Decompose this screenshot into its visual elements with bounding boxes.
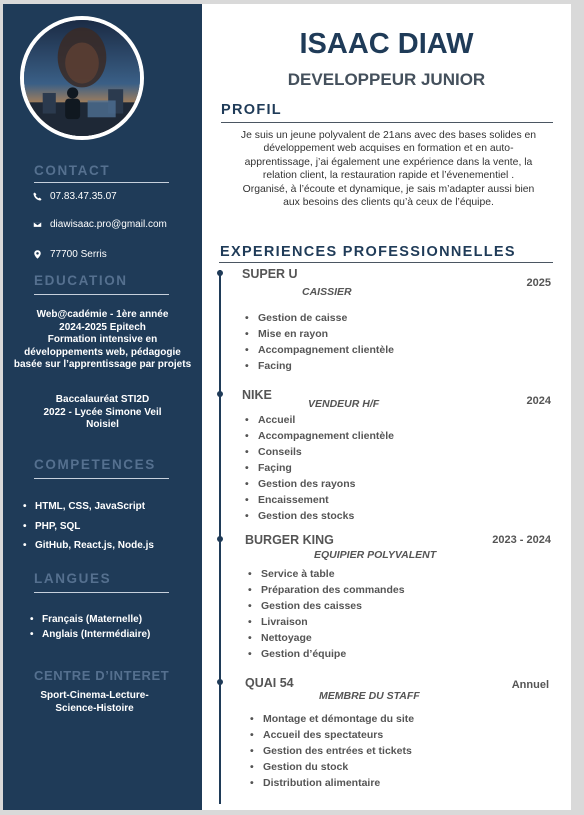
- task-item: • Mise en rayon: [245, 326, 394, 342]
- job-period: 2023 - 2024: [492, 534, 551, 546]
- task-item: • Nettoyage: [248, 630, 405, 646]
- interests-heading: CENTRE D’INTERET: [34, 668, 170, 683]
- profile-line: relation client, la restauration rapide et l’évenementiel .: [262, 170, 515, 182]
- education-line: Noisiel: [86, 419, 119, 430]
- skill-item: • GitHub, React.js, Node.js: [23, 536, 154, 556]
- position-title: MEMBRE DU STAFF: [319, 690, 420, 702]
- timeline-dot: [217, 536, 223, 542]
- interests-line: Sport-Cinema-Lecture-: [40, 690, 149, 701]
- skill-item: • PHP, SQL: [23, 517, 154, 537]
- task-item: • Accompagnement clientèle: [245, 342, 394, 358]
- skills-list: [23, 497, 154, 556]
- task-item: • Facing: [245, 358, 394, 374]
- company-name: SUPER U: [242, 267, 298, 281]
- task-item: • Montage et démontage du site: [250, 711, 414, 727]
- education-divider: [34, 294, 169, 295]
- profile-line: apprentissage, j’ai également une expérience dans la vente, la: [244, 156, 533, 168]
- task-item: • Façing: [245, 460, 394, 476]
- contact-phone: [33, 191, 117, 202]
- task-item: • Préparation des commandes: [248, 582, 405, 598]
- profile-line: Organisé, à l’écoute et dynamique, je sais m’adapter aussi bien: [242, 183, 535, 195]
- experience-heading: EXPERIENCES PROFESSIONNELLES: [220, 244, 516, 260]
- task-item: • Gestion de caisse: [245, 310, 394, 326]
- job-tasks: [248, 566, 405, 662]
- education-block-webacademie: [3, 309, 202, 372]
- position-title: CAISSIER: [302, 286, 352, 298]
- position-title: VENDEUR H/F: [308, 398, 380, 410]
- job-period: Annuel: [511, 679, 549, 691]
- skills-divider: [34, 478, 169, 479]
- position-title: EQUIPIER POLYVALENT: [314, 549, 437, 561]
- candidate-name: ISAAC DIAW: [299, 28, 474, 60]
- experience-divider: [219, 262, 553, 263]
- portrait-photo-icon: [24, 20, 140, 136]
- education-line: 2024-2025 Epitech: [59, 321, 146, 333]
- task-item: • Accompagnement clientèle: [245, 428, 394, 444]
- skill-item: • HTML, CSS, JavaScript: [23, 497, 154, 517]
- education-line: basée sur l’apprentissage par projets: [13, 359, 192, 370]
- task-item: • Service à table: [248, 566, 405, 582]
- timeline-dot: [217, 391, 223, 397]
- education-heading: EDUCATION: [34, 273, 128, 288]
- education-line: 2022 - Lycée Simone Veil: [43, 406, 162, 418]
- task-item: • Accueil des spectateurs: [250, 727, 414, 743]
- task-item: • Gestion des stocks: [245, 508, 394, 524]
- contact-email: [33, 219, 167, 230]
- job-title: DEVELOPPEUR JUNIOR: [287, 70, 486, 89]
- location-pin-icon: [33, 250, 42, 259]
- phone-icon: [33, 192, 42, 201]
- task-item: • Distribution alimentaire: [250, 775, 414, 791]
- education-line: Formation intensive en: [47, 334, 158, 345]
- profile-line: développement web acquises en formation et en auto-: [263, 143, 514, 155]
- profile-heading: PROFIL: [221, 102, 282, 118]
- job-tasks: [245, 310, 394, 374]
- job-tasks: [250, 711, 414, 791]
- contact-divider: [34, 182, 169, 183]
- task-item: • Gestion des caisses: [248, 598, 405, 614]
- education-line: Baccalauréat STI2D: [55, 394, 150, 405]
- contact-heading: CONTACT: [34, 163, 111, 178]
- task-item: • Conseils: [245, 444, 394, 460]
- job-period: 2024: [526, 395, 551, 407]
- profile-line: aux besoins des clients qu’à ceux de l’équipe.: [283, 197, 494, 209]
- portrait-photo: [20, 16, 144, 140]
- phone-number: 07.83.47.35.07: [50, 191, 117, 202]
- task-item: • Livraison: [248, 614, 405, 630]
- company-name: QUAI 54: [245, 676, 294, 690]
- email-icon: [33, 220, 42, 229]
- company-name: NIKE: [242, 388, 272, 402]
- languages-list: [30, 612, 150, 642]
- task-item: • Encaissement: [245, 492, 394, 508]
- job-period: 2025: [526, 277, 551, 289]
- task-item: • Gestion des entrées et tickets: [250, 743, 414, 759]
- profile-divider: [221, 122, 553, 123]
- company-name: BURGER KING: [245, 533, 334, 547]
- sidebar: [3, 4, 202, 810]
- profile-text: [221, 129, 556, 209]
- task-item: • Gestion du stock: [250, 759, 414, 775]
- languages-divider: [34, 592, 169, 593]
- task-item: • Gestion des rayons: [245, 476, 394, 492]
- email-address: diawisaac.pro@gmail.com: [50, 219, 167, 230]
- language-item: • Français (Maternelle): [30, 612, 150, 627]
- interests-line: Science-Histoire: [55, 702, 134, 714]
- interests-text: [0, 690, 194, 715]
- cv-page: [3, 4, 571, 810]
- education-block-baccalaureat: [3, 394, 202, 432]
- contact-location: [33, 249, 107, 260]
- task-item: • Gestion d’équipe: [248, 646, 405, 662]
- location-text: 77700 Serris: [50, 249, 107, 260]
- task-item: • Accueil: [245, 412, 394, 428]
- timeline-dot: [217, 679, 223, 685]
- education-line: Web@cadémie - 1ère année: [36, 309, 169, 320]
- languages-heading: LANGUES: [34, 571, 112, 586]
- timeline-dot: [217, 270, 223, 276]
- profile-line: Je suis un jeune polyvalent de 21ans avec des bases solides en: [240, 130, 537, 141]
- job-tasks: [245, 412, 394, 524]
- education-line: développements web, pédagogie: [24, 346, 181, 358]
- skills-heading: COMPETENCES: [34, 457, 156, 472]
- language-item: • Anglais (Intermédiaire): [30, 627, 150, 642]
